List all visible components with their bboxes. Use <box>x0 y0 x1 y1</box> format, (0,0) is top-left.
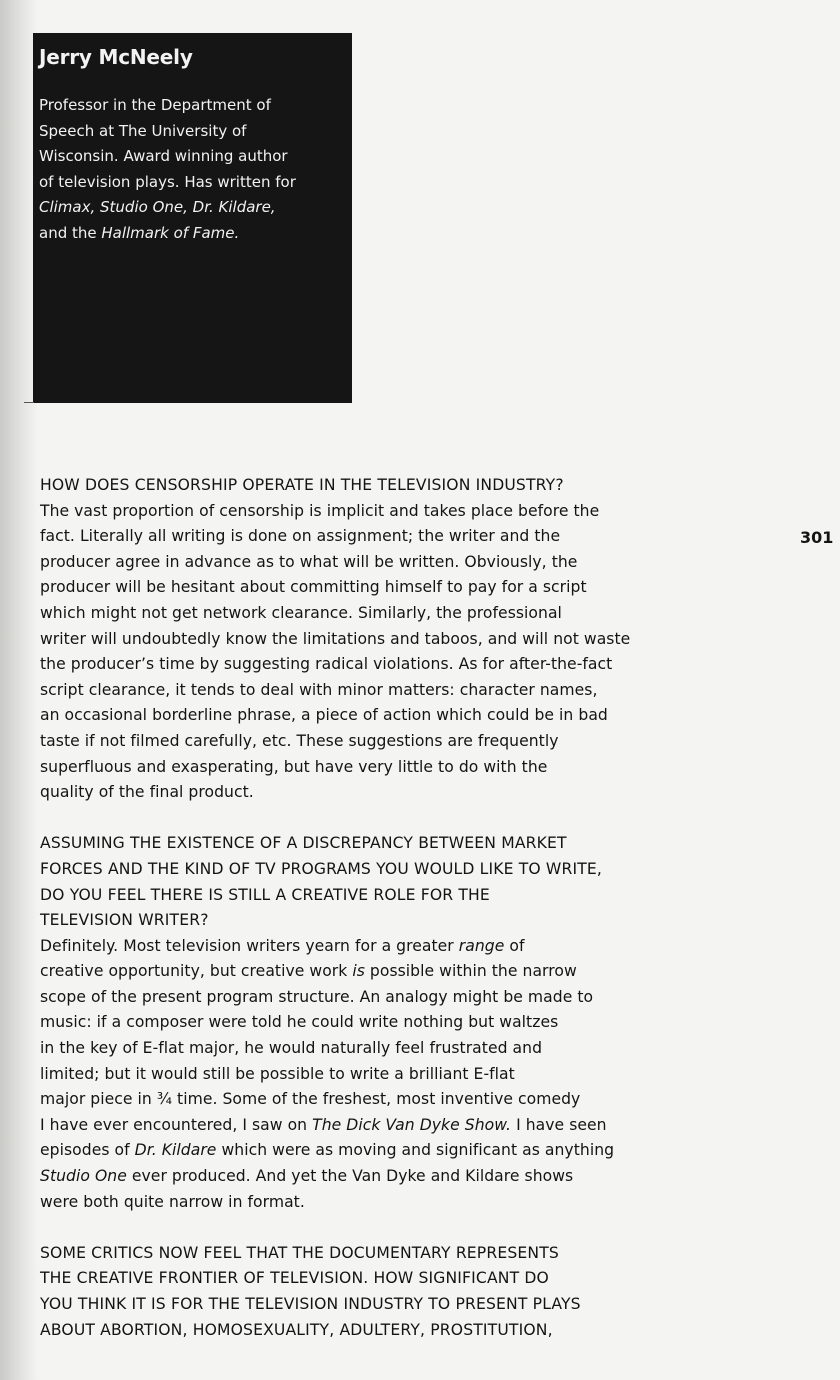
text-run: producer agree in advance as to what will be written. Obviously, the <box>40 552 578 571</box>
text-run: ever produced. And yet the Van Dyke and Kildare shows <box>126 1167 574 1186</box>
answer-line <box>40 1087 780 1113</box>
answer-line <box>40 627 780 653</box>
text-run: quality of the final product. <box>40 783 254 802</box>
bio-underline-rule <box>24 402 34 403</box>
answer-line <box>40 1164 780 1190</box>
text-run: music: if a composer were told he could write nothing but waltzes <box>40 1013 559 1032</box>
question-line: FORCES AND THE KIND OF TV PROGRAMS YOU WOULD LIKE TO WRITE, <box>40 859 603 878</box>
answer-line <box>40 729 780 755</box>
text-run: Professor in the Department of <box>39 96 271 114</box>
answer-line <box>40 1036 780 1062</box>
italic-title-text: Hallmark of Fame. <box>101 223 240 242</box>
text-run: script clearance, it tends to deal with minor matters: character names, <box>40 680 598 699</box>
text-run: fact. Literally all writing is done on assignment; the writer and the <box>40 527 561 546</box>
answer-line <box>40 934 780 960</box>
bio-line <box>39 221 346 247</box>
bio-line <box>39 144 346 170</box>
answer-line <box>40 755 780 781</box>
text-run: the producer’s time by suggesting radical violations. As for after-the-fact <box>40 655 613 674</box>
answer-line <box>40 780 780 806</box>
text-run: of television plays. Has written for <box>39 172 296 191</box>
answer-line <box>40 524 780 550</box>
text-run: Wisconsin. Award winning author <box>39 147 288 166</box>
italic-title-text: Climax, Studio One, Dr. Kildare, <box>39 198 276 217</box>
answer-line <box>40 1010 780 1036</box>
text-run: limited; but it would still be possible to write a brilliant E-flat <box>40 1064 515 1083</box>
answer-line <box>40 1113 780 1139</box>
text-run: writer will undoubtedly know the limitations and taboos, and will not waste <box>40 629 631 648</box>
answer-line <box>40 601 780 627</box>
interview-body <box>40 473 780 1343</box>
text-run: in the key of E-flat major, he would naturally feel frustrated and <box>40 1039 543 1058</box>
text-run: scope of the present program structure. An analogy might be made to <box>40 987 594 1006</box>
text-run: which might not get network clearance. Similarly, the professional <box>40 603 562 622</box>
answer-line <box>40 575 780 601</box>
text-run: possible within the narrow <box>364 962 577 981</box>
question-line: ASSUMING THE EXISTENCE OF A DISCREPANCY BETWEEN MARKET <box>40 834 567 853</box>
text-run: producer will be hesitant about committing himself to pay for a script <box>40 578 587 597</box>
answer-line <box>40 652 780 678</box>
bio-line <box>39 170 346 196</box>
text-run: superfluous and exasperating, but have very little to do with the <box>40 757 548 776</box>
author-name: Jerry McNeely <box>39 45 193 69</box>
answer-line <box>40 550 780 576</box>
interview-section <box>40 473 780 806</box>
text-run: of <box>504 936 525 955</box>
question-line: TELEVISION WRITER? <box>40 911 209 930</box>
author-bio-box <box>33 33 352 403</box>
italic-title-text: Studio One <box>40 1167 127 1186</box>
text-run: and the <box>39 223 102 242</box>
bio-line <box>39 93 346 119</box>
question-line: SOME CRITICS NOW FEEL THAT THE DOCUMENTARY REPRESENTS <box>40 1243 559 1262</box>
question-line: DO YOU FEEL THERE IS STILL A CREATIVE ROLE FOR THE <box>40 885 490 904</box>
question-line: HOW DOES CENSORSHIP OPERATE IN THE TELEVISION INDUSTRY? <box>40 476 564 494</box>
answer-line <box>40 703 780 729</box>
interview-section <box>40 831 780 1215</box>
answer-line <box>40 678 780 704</box>
italic-title-text: Dr. Kildare <box>134 1141 217 1160</box>
question-line: ABOUT ABORTION, HOMOSEXUALITY, ADULTERY, PROSTITUTION, <box>40 1320 553 1339</box>
section-gap <box>40 806 780 832</box>
text-run: major piece in ¾ time. Some of the freshest, most inventive comedy <box>40 1090 581 1109</box>
text-run: The vast proportion of censorship is implicit and takes place before the <box>40 501 600 520</box>
question-line: THE CREATIVE FRONTIER OF TELEVISION. HOW SIGNIFICANT DO <box>40 1269 549 1288</box>
question-line: YOU THINK IT IS FOR THE TELEVISION INDUSTRY TO PRESENT PLAYS <box>40 1295 581 1313</box>
text-run: I have ever encountered, I saw on <box>40 1115 313 1134</box>
italic-title-text: is <box>352 962 365 981</box>
italic-title-text: range <box>458 936 505 955</box>
section-gap <box>40 1215 780 1241</box>
answer-line <box>40 985 780 1011</box>
text-run: were both quite narrow in format. <box>40 1192 305 1211</box>
text-run: which were as moving and significant as anything <box>216 1141 615 1160</box>
page-number: 301 <box>800 528 834 547</box>
author-bio-text <box>39 93 346 247</box>
bio-line <box>39 195 346 221</box>
bio-line <box>39 119 346 145</box>
text-run: an occasional borderline phrase, a piece of action which could be in bad <box>40 706 608 725</box>
answer-line <box>40 959 780 985</box>
text-run: Definitely. Most television writers yearn for a greater <box>40 936 459 955</box>
answer-line <box>40 1062 780 1088</box>
answer-line <box>40 499 780 525</box>
text-run: taste if not filmed carefully, etc. These suggestions are frequently <box>40 731 559 750</box>
italic-title-text: The Dick Van Dyke Show. <box>312 1115 512 1134</box>
text-run: Speech at The University of <box>39 121 247 140</box>
interview-section <box>40 1241 780 1343</box>
text-run: episodes of <box>40 1141 135 1160</box>
text-run: creative opportunity, but creative work <box>40 962 353 981</box>
answer-line <box>40 1138 780 1164</box>
answer-line <box>40 1190 780 1216</box>
text-run: I have seen <box>511 1115 607 1134</box>
